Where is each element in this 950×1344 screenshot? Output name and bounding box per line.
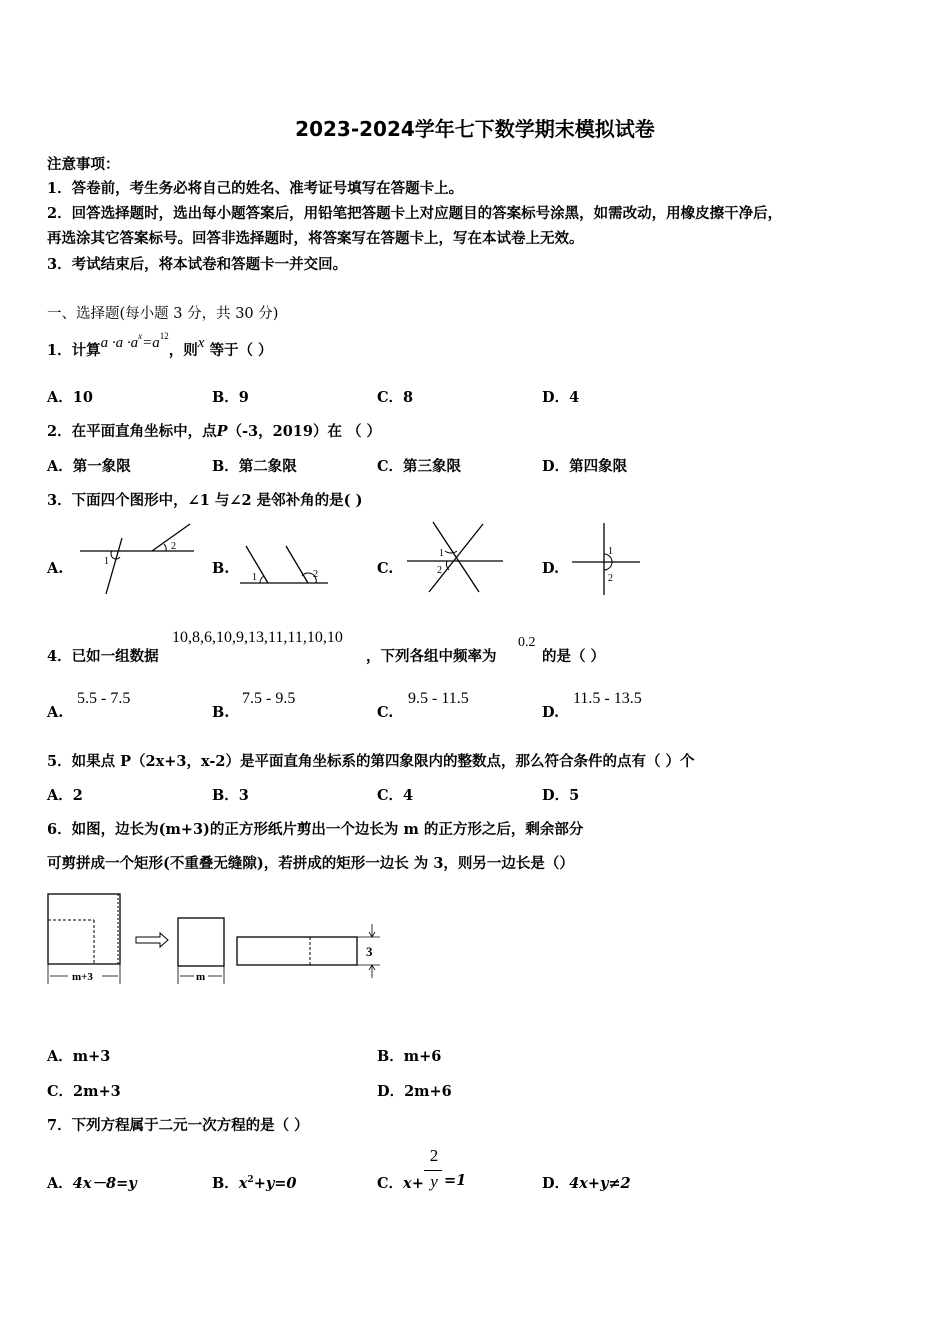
q4-label-d[interactable]: D. [542, 704, 560, 721]
q2-option-d[interactable]: D．第四象限 [542, 458, 628, 475]
q5-option-b[interactable]: B．3 [212, 787, 249, 804]
q7-b-label: B． [212, 1175, 239, 1192]
section-heading: 一、选择题(每小题 3 分，共 30 分) [47, 306, 279, 322]
q7-a-expr: 4x－8=y [72, 1175, 137, 1192]
q3c-angle1-label: 1 [439, 548, 444, 559]
q7-b-rest: +y=0 [253, 1175, 297, 1192]
q7-c-x: x+ [403, 1175, 424, 1192]
q1-pre: 1．计算 [47, 342, 101, 359]
q4-data: 10,8,6,10,9,13,11,11,10,10 [172, 629, 343, 646]
q1-post: 等于（ ） [209, 342, 273, 359]
notice-item-2: 2．回答选择题时，选出每小题答案后，用铅笔把答题卡上对应题目的答案标号涂黑，如需改动，用橡皮擦干净后， [47, 205, 783, 222]
q1-sup-12: 12 [159, 331, 169, 342]
q1-sup-x: x [138, 331, 143, 342]
notice-item-3: 3．考试结束后，将本试卷和答题卡一并交回。 [47, 256, 348, 273]
q1-mid: ，则 [168, 342, 198, 359]
q6-option-d[interactable]: D．2m+6 [377, 1083, 452, 1100]
q6-stem-line2: 可剪拼成一个矩形(不重叠无缝隙)，若拼成的矩形一边长 为 3，则另一边长是（） [47, 855, 574, 872]
q1-option-b[interactable]: B．9 [212, 389, 249, 406]
q3-figure-b [236, 544, 332, 586]
q7-c-label: C． [377, 1175, 404, 1192]
q1-option-d[interactable]: D．4 [542, 389, 580, 406]
q4-freq: 0.2 [518, 635, 536, 650]
notice-heading: 注意事项： [47, 156, 120, 173]
q3-figure-a [76, 522, 198, 596]
q3b-angle2-label: 2 [313, 569, 318, 580]
q7-b-x: x [238, 1175, 248, 1192]
q1-var: x [197, 335, 205, 351]
q6-stem-line1: 6．如图，边长为(m+3)的正方形纸片剪出一个边长为 m 的正方形之后，剩余部分 [47, 821, 584, 838]
q6-option-c[interactable]: C．2m+3 [47, 1083, 121, 1100]
q5-stem: 5．如果点 P（2x+3，x-2）是平面直角坐标系的第四象限内的整数点，那么符合条件的点有（ ）个 [47, 753, 695, 770]
q3c-angle2-label: 2 [437, 565, 442, 576]
q3-label-d[interactable]: D. [542, 560, 560, 577]
q2-option-b[interactable]: B．第二象限 [212, 458, 297, 475]
q2-text-a: 2．在平面直角坐标中，点 [47, 423, 217, 440]
q6-figure [44, 888, 389, 990]
q7-d-label: D． [542, 1175, 570, 1192]
q7-c-denominator: y [430, 1172, 438, 1191]
q1-option-a[interactable]: A．10 [47, 389, 93, 406]
q7-stem: 7．下列方程属于二元一次方程的是（ ） [47, 1117, 309, 1134]
q7-c-numerator: 2 [429, 1146, 439, 1165]
notice-item-2-cont: 再选涂其它答案标号。回答非选择题时，将答案写在答题卡上，写在本试卷上无效。 [47, 230, 584, 247]
q6-option-a[interactable]: A．m+3 [47, 1048, 111, 1065]
q3b-angle1-label: 1 [252, 572, 257, 583]
q7-c-rest: =1 [444, 1172, 467, 1189]
q5-option-c[interactable]: C．4 [377, 787, 414, 804]
q4-label-c[interactable]: C. [377, 704, 394, 721]
q4-range-a: 5.5 - 7.5 [77, 690, 131, 707]
q1-stem [47, 331, 273, 360]
q3d-angle2-label: 2 [608, 573, 613, 584]
q3a-angle2-label: 2 [171, 541, 176, 552]
q2-text-b: （-3，2019）在 （ ） [227, 423, 382, 440]
q7-d-expr: 4x+y≠2 [569, 1175, 631, 1192]
q3a-angle1-label: 1 [104, 556, 109, 567]
q4-mid: ，下列各组中频率为 [366, 648, 497, 665]
q6-label-m-plus-3: m+3 [72, 971, 93, 983]
q4-range-b: 7.5 - 9.5 [242, 690, 296, 707]
q7-c-fraction-bar [424, 1170, 442, 1171]
q7-b-sup: 2 [247, 1175, 254, 1186]
q6-label-3: 3 [366, 944, 373, 959]
q4-range-d: 11.5 - 13.5 [573, 690, 642, 707]
q2-option-a[interactable]: A．第一象限 [47, 458, 131, 475]
notice-item-1: 1．答卷前，考生务必将自己的姓名、准考证号填写在答题卡上。 [47, 180, 464, 197]
q4-label-a[interactable]: A. [47, 704, 64, 721]
q7-option-d[interactable] [542, 1172, 631, 1193]
q7-option-c[interactable] [377, 1172, 424, 1193]
q6-option-b[interactable]: B．m+6 [377, 1048, 442, 1065]
q4-post: 的是（ ） [542, 648, 606, 665]
q1-math: a ·a ·a [100, 335, 139, 351]
page-title: 2023-2024学年七下数学期末模拟试卷 [295, 117, 655, 141]
q1-eq: =a [142, 335, 160, 351]
q3d-angle1-label: 1 [608, 546, 613, 557]
q2-option-c[interactable]: C．第三象限 [377, 458, 462, 475]
q4-label-b[interactable]: B. [212, 704, 230, 721]
q1-option-c[interactable]: C．8 [377, 389, 414, 406]
q4-pre: 4．已如一组数据 [47, 648, 159, 665]
q6-label-m: m [196, 971, 206, 983]
q5-option-a[interactable]: A．2 [47, 787, 83, 804]
q5-option-d[interactable]: D．5 [542, 787, 580, 804]
q3-figure-c [405, 520, 505, 596]
q3-label-a[interactable]: A. [47, 560, 64, 577]
q3-figure-d [570, 521, 644, 597]
q3-stem: 3．下面四个图形中，∠1 与∠2 是邻补角的是( ) [47, 492, 363, 509]
q2-point: P [216, 423, 228, 440]
q7-a-label: A． [47, 1175, 73, 1192]
q3-label-c[interactable]: C. [377, 560, 394, 577]
q7-option-b[interactable] [212, 1172, 297, 1193]
q4-range-c: 9.5 - 11.5 [408, 690, 469, 707]
q2-stem [47, 420, 381, 441]
q3-label-b[interactable]: B. [212, 560, 230, 577]
q7-option-a[interactable] [47, 1172, 137, 1193]
